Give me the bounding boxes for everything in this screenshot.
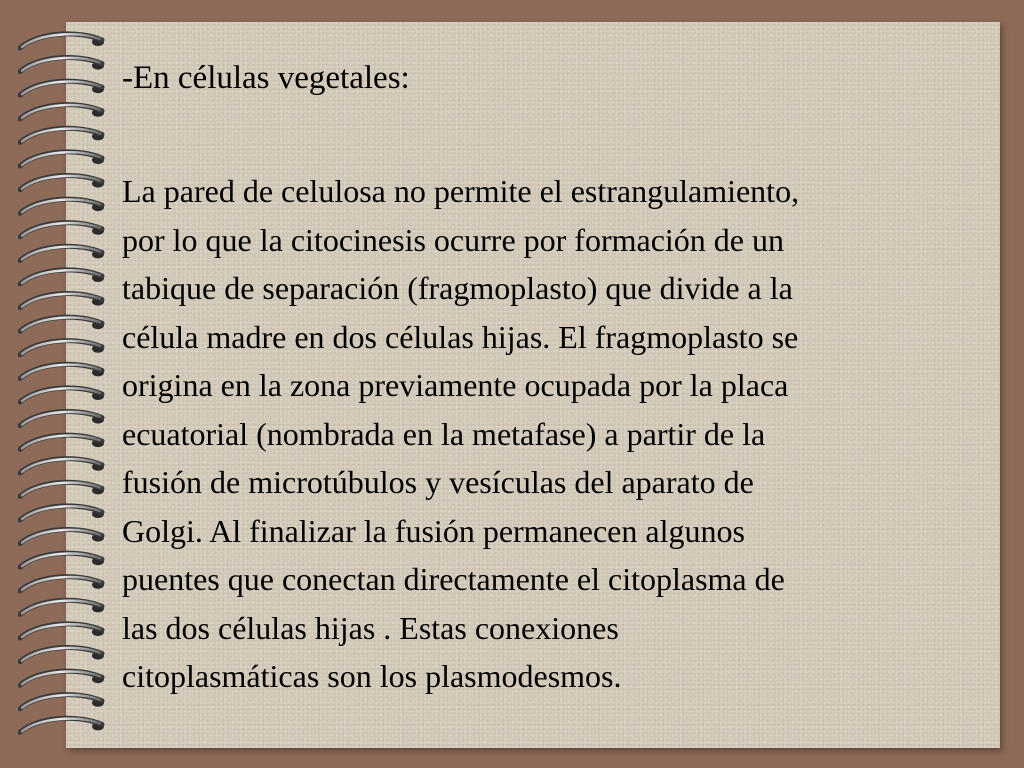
slide-heading: -En células vegetales:	[122, 60, 410, 96]
slide-content	[122, 55, 982, 701]
body-line: tabique de separación (fragmoplasto) que divide a la	[122, 270, 793, 306]
body-line: fusión de microtúbulos y vesículas del aparato de	[122, 464, 754, 500]
body-line: célula madre en dos células hijas. El fragmoplasto se	[122, 318, 799, 355]
body-line: La pared de celulosa no permite el estrangulamiento,	[122, 173, 800, 209]
body-line: citoplasmáticas son los plasmodesmos.	[122, 658, 622, 694]
body-line: por lo que la citocinesis ocurre por formación de un	[122, 221, 784, 258]
spiral-binding-icon	[18, 28, 118, 748]
body-line: las dos células hijas . Estas conexiones	[122, 609, 619, 646]
body-line: Golgi. Al finalizar la fusión permanecen algunos	[122, 512, 745, 549]
body-line: ecuatorial (nombrada en la metafase) a partir de la	[122, 415, 766, 452]
body-line: puentes que conectan directamente el citoplasma de	[122, 561, 785, 597]
body-line: origina en la zona previamente ocupada por la placa	[122, 367, 789, 403]
slide-body	[122, 167, 982, 701]
